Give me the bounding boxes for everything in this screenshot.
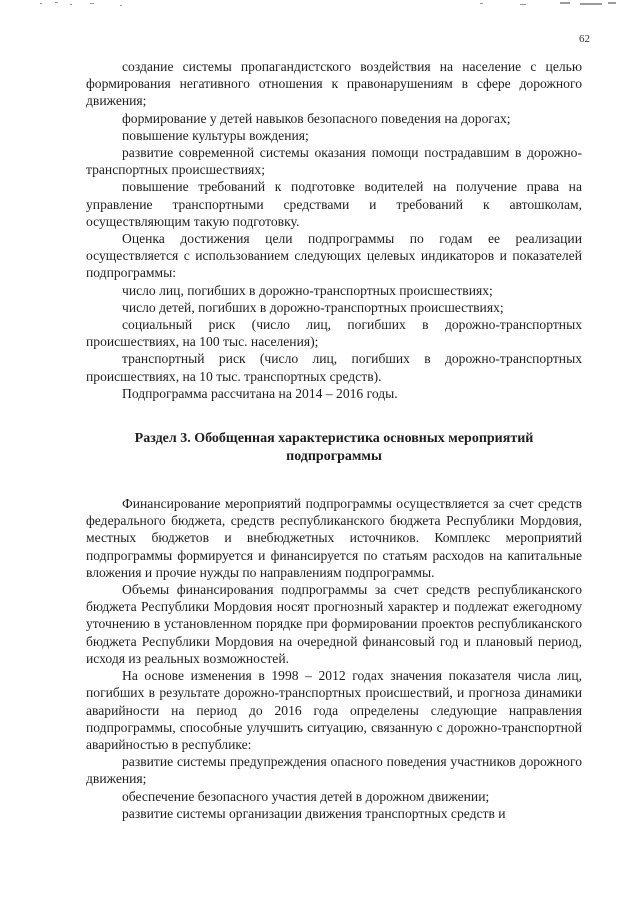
- paragraph: транспортный риск (число лиц, погибших в дорожно-транспортных происшествиях, на 10 тыс. транспортных средств).: [86, 351, 582, 384]
- paragraph: Финансирование мероприятий подпрограммы осуществляется за счет средств федерального бюджета, средств республиканского бюджета Республики Мордовия, местных бюджетов и внебюджетных источников. Комплекс мероприятий подпрограммы формируется и финансируется по статьям расходов на капитальные вложения и прочие нужды по направлениям подпрограммы.: [86, 496, 582, 580]
- paragraph: создание системы пропагандистского воздействия на население с целью формирования негативного отношения к правонарушениям в сфере дорожного движения;: [86, 59, 582, 109]
- paragraph: повышение требований к подготовке водителей на получение права на управление транспортными средствами и требований к автошколам, осуществляющим такую подготовку.: [86, 179, 582, 229]
- scan-artifacts: [0, 0, 640, 12]
- paragraph: формирование у детей навыков безопасного поведения на дорогах;: [122, 110, 511, 126]
- paragraph: социальный риск (число лиц, погибших в дорожно-транспортных происшествиях, на 100 тыс. населения);: [86, 317, 582, 350]
- paragraph: развитие системы организации движения транспортных средств и: [122, 805, 506, 821]
- paragraph: Объемы финансирования подпрограммы за счет средств республиканского бюджета Республики Мордовия носят прогнозный характер и подлежат ежегодному уточнению в установленном порядке при формировании проектов республиканского бюджета Республики Мордовия на очередной финансовый год и плановый период, исходя из реальных возможностей.: [86, 582, 582, 666]
- paragraph: число лиц, погибших в дорожно-транспортных происшествиях;: [122, 282, 493, 298]
- section-heading: Раздел 3. Обобщенная характеристика основных мероприятий подпрограммы: [134, 431, 534, 464]
- paragraph: развитие системы предупреждения опасного поведения участников дорожного движения;: [86, 754, 582, 787]
- document-body: [86, 58, 582, 822]
- paragraph: Оценка достижения цели подпрограммы по годам ее реализации осуществляется с использованием следующих целевых индикаторов и показателей подпрограммы:: [86, 231, 582, 281]
- paragraph: обеспечение безопасного участия детей в дорожном движении;: [122, 788, 490, 804]
- paragraph: повышение культуры вождения;: [122, 127, 309, 143]
- paragraph: развитие современной системы оказания помощи пострадавшим в дорожно-транспортных происшествиях;: [86, 145, 582, 178]
- paragraph: На основе изменения в 1998 – 2012 годах значения показателя числа лиц, погибших в результате дорожно-транспортных происшествий, и прогноза динамики аварийности на период до 2016 года определены следующие направления подпрограммы, способные улучшить ситуацию, связанную с дорожно-транспортной аварийностью в республике:: [86, 668, 582, 752]
- paragraph: число детей, погибших в дорожно-транспортных происшествиях;: [122, 299, 504, 315]
- page-number: 62: [579, 33, 590, 45]
- paragraph: Подпрограмма рассчитана на 2014 – 2016 годы.: [122, 385, 398, 401]
